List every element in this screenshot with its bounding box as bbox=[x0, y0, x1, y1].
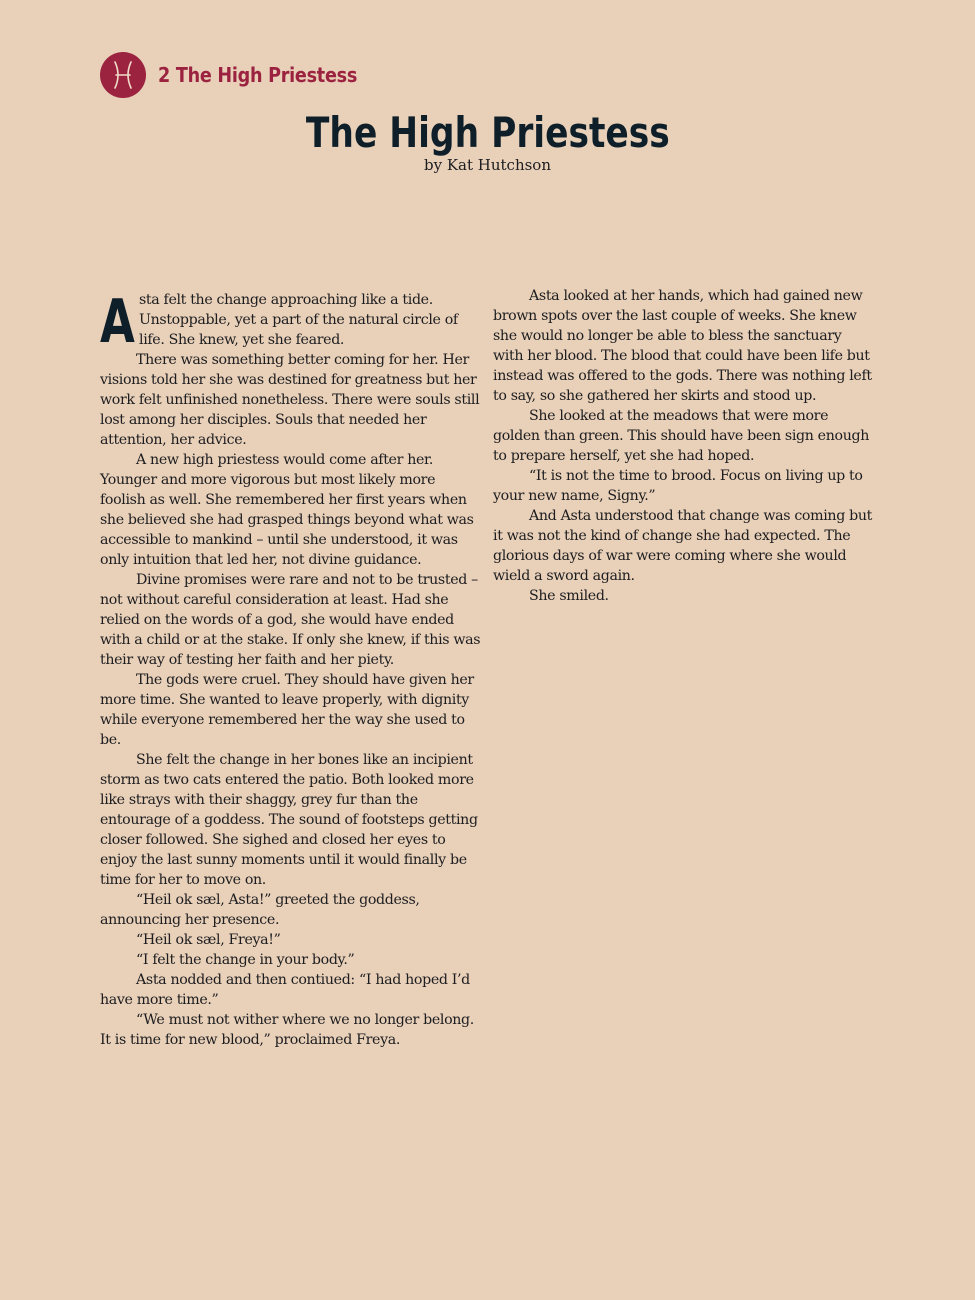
paragraph: A new high priestess would come after her. Younger and more vigorous but most likely more foolish as well. She remembered her first years when she believed she had grasped things beyond what was accessible to mankind – until she understood, it was only intuition that led her, not divine guidance. bbox=[100, 452, 474, 568]
chapter-badge bbox=[100, 52, 146, 98]
byline: by Kat Hutchson bbox=[423, 156, 551, 174]
paragraph: “Heil ok sæl, Freya!” bbox=[136, 932, 281, 948]
paragraph: “It is not the time to brood. Focus on living up to your new name, Signy.” bbox=[493, 468, 863, 504]
paragraph: Asta looked at her hands, which had gained new brown spots over the last couple of weeks. She knew she would no longer be able to bless the sanctuary with her blood. The blood that could have been life but instead was offered to the gods. There was nothing left to say, so she gathered her skirts and stood up. bbox=[493, 288, 872, 404]
drop-cap: A bbox=[100, 287, 135, 357]
title-block bbox=[0, 106, 975, 174]
paragraph: Asta nodded and then contiued: “I had hoped I’d have more time.” bbox=[100, 972, 470, 1008]
chapter-label: 2 The High Priestess bbox=[158, 63, 358, 87]
paragraph: “We must not wither where we no longer belong. It is time for new blood,” proclaimed Freya. bbox=[100, 1012, 474, 1048]
paragraph: Divine promises were rare and not to be trusted – not without careful consideration at least. Had she relied on the words of a god, she would have ended with a child or at the stake. If only she knew, if this was their way of testing her faith and her piety. bbox=[100, 572, 481, 668]
left-column bbox=[100, 287, 482, 1050]
paragraph: She felt the change in her bones like an incipient storm as two cats entered the patio. Both looked more like strays with their shaggy, grey fur than the entourage of a goddess. The sound of footsteps getting closer followed. She sighed and closed her eyes to enjoy the last sunny moments until it would finally be time for her to move on. bbox=[100, 752, 478, 888]
paragraph: She smiled. bbox=[529, 588, 609, 604]
chapter-header bbox=[100, 52, 384, 98]
paragraph: And Asta understood that change was coming but it was not the kind of change she had expected. The glorious days of war were coming where she would wield a sword again. bbox=[493, 508, 872, 584]
pisces-icon bbox=[110, 60, 136, 90]
paragraph: “I felt the change in your body.” bbox=[136, 952, 355, 968]
paragraph: The gods were cruel. They should have given her more time. She wanted to leave properly, with dignity while everyone remembered her the way she used to be. bbox=[100, 672, 474, 748]
story-title: The High Priestess bbox=[305, 108, 670, 157]
paragraph: She looked at the meadows that were more golden than green. This should have been sign enough to prepare herself, yet she had hoped. bbox=[493, 408, 870, 464]
paragraph: There was something better coming for her. Her visions told her she was destined for greatness but her work felt unfinished nonetheless. There were souls still lost among her disciples. Souls that needed her attention, her advice. bbox=[100, 352, 480, 448]
paragraph: “Heil ok sæl, Asta!” greeted the goddess, announcing her presence. bbox=[100, 892, 420, 928]
paragraph: Asta felt the change approaching like a tide. Unstoppable, yet a part of the natural circle of life. She knew, yet she feared. bbox=[100, 287, 458, 357]
right-column bbox=[493, 286, 875, 606]
